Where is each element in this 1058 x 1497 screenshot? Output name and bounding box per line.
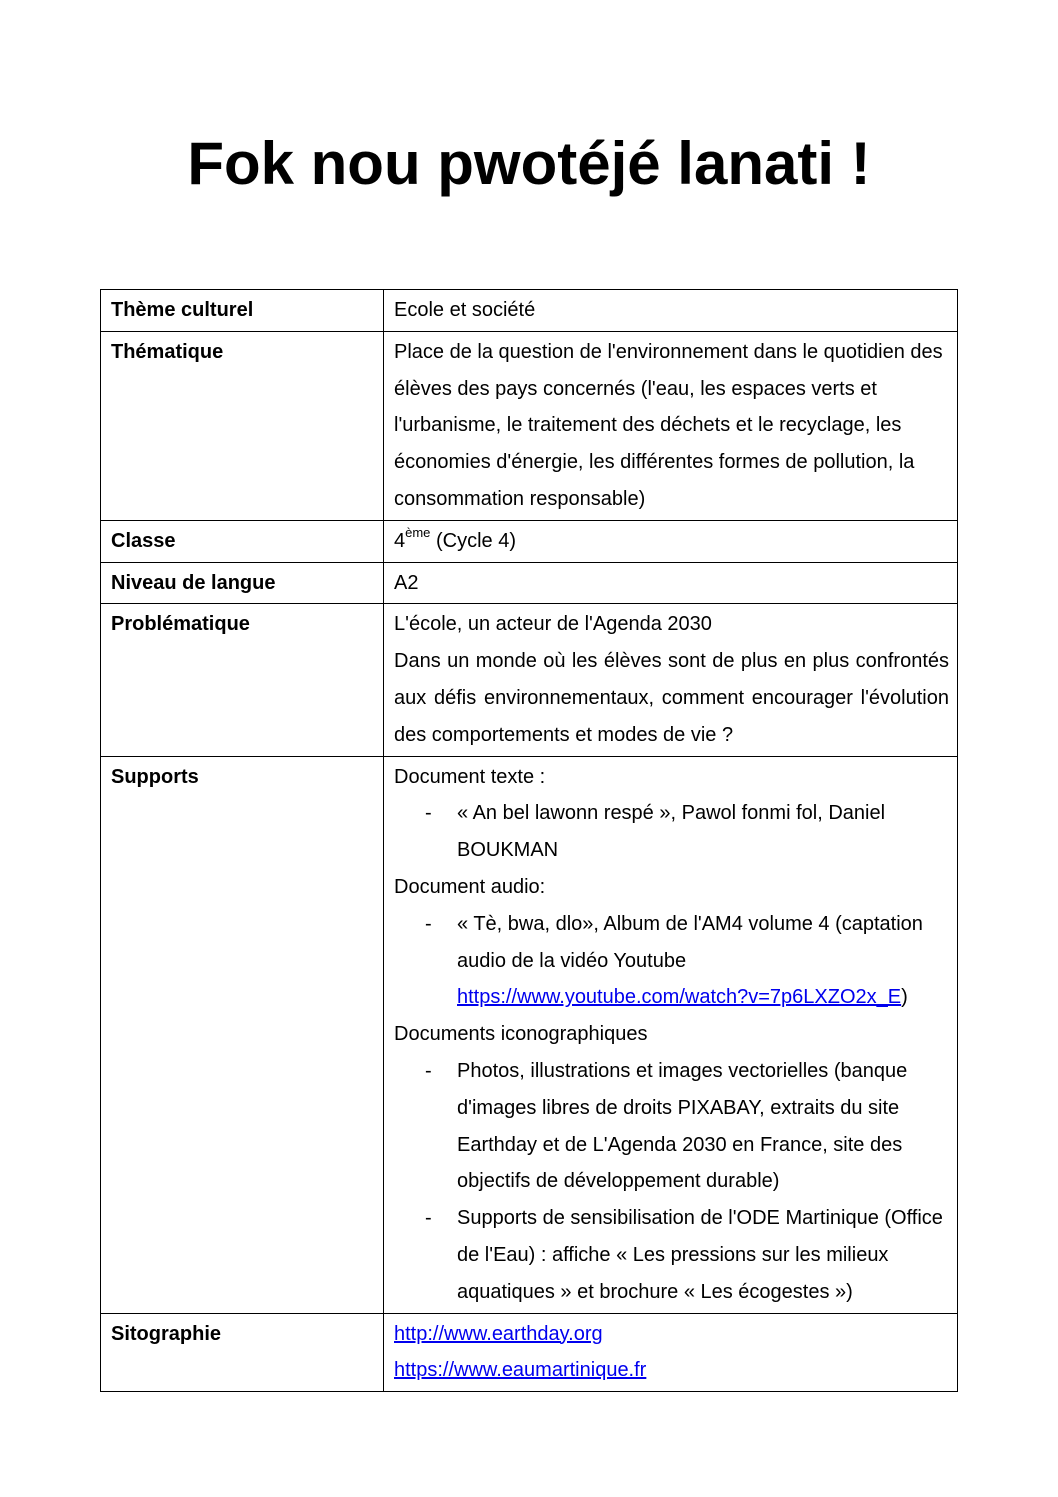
- value-niveau: A2: [384, 562, 958, 604]
- table-row-supports: [101, 756, 958, 1313]
- label-theme: Thème culturel: [101, 290, 384, 332]
- table-row-classe: [101, 520, 958, 562]
- classe-number: 4: [394, 529, 406, 552]
- label-niveau: Niveau de langue: [101, 562, 384, 604]
- label-thematique: Thématique: [101, 331, 384, 520]
- classe-cycle: (Cycle 4): [430, 529, 516, 552]
- earthday-link[interactable]: http://www.earthday.org: [394, 1322, 603, 1345]
- classe-superscript: ème: [405, 525, 431, 541]
- label-sitographie: Sitographie: [101, 1313, 384, 1392]
- doc-icono-item-2: Supports de sensibilisation de l'ODE Martinique (Office de l'Eau) : affiche « Les pressions sur les milieux aquatiques » et brochure « Les écogestes »): [457, 1207, 943, 1303]
- doc-texte-item: « An bel lawonn respé », Pawol fonmi fol, Daniel BOUKMAN: [457, 802, 886, 862]
- doc-icono-heading: Documents iconographiques: [394, 1023, 648, 1046]
- list-item: [394, 795, 949, 869]
- doc-audio-item-close: ): [901, 986, 908, 1009]
- doc-icono-list: [394, 1053, 949, 1311]
- doc-audio-list: [394, 906, 949, 1016]
- problematique-question: Dans un monde où les élèves sont de plus en plus confrontés aux défis environnementaux, comment encourager l'évolution des comportements et modes de vie ?: [394, 650, 949, 746]
- value-theme: Ecole et société: [384, 290, 958, 332]
- value-problematique: [384, 604, 958, 756]
- doc-texte-list: [394, 795, 949, 869]
- value-sitographie: [384, 1313, 958, 1392]
- dash-bullet: -: [425, 1207, 432, 1230]
- dash-bullet: -: [425, 912, 432, 935]
- label-supports: Supports: [101, 756, 384, 1313]
- label-problematique: Problématique: [101, 604, 384, 756]
- table-row-problematique: [101, 604, 958, 756]
- doc-audio-item-text: « Tè, bwa, dlo», Album de l'AM4 volume 4 (captation audio de la vidéo Youtube: [457, 912, 923, 972]
- doc-icono-item-1: Photos, illustrations et images vectorielles (banque d'images libres de droits PIXABAY, extraits du site Earthday et de L'Agenda 2030 en France, site des objectifs de développement durable): [457, 1059, 908, 1193]
- table-row-theme: [101, 290, 958, 332]
- value-thematique: Place de la question de l'environnement dans le quotidien des élèves des pays concernés (l'eau, les espaces verts et l'urbanisme, le traitement des déchets et le recyclage, les économies d'énergie, les différentes formes de pollution, la consommation responsable): [384, 331, 958, 520]
- page-title: Fok nou pwotéjé lanati !: [187, 130, 871, 197]
- value-supports: [384, 756, 958, 1313]
- value-classe: [384, 520, 958, 562]
- doc-texte-heading: Document texte :: [394, 765, 546, 788]
- dash-bullet: -: [425, 802, 432, 825]
- info-table: [100, 289, 958, 1392]
- table-row-niveau: [101, 562, 958, 604]
- youtube-link[interactable]: https://www.youtube.com/watch?v=7p6LXZO2x_E: [457, 986, 902, 1009]
- table-row-sitographie: [101, 1313, 958, 1392]
- doc-audio-heading: Document audio:: [394, 875, 546, 898]
- list-item: [394, 1053, 949, 1200]
- table-row-thematique: [101, 331, 958, 520]
- label-classe: Classe: [101, 520, 384, 562]
- dash-bullet: -: [425, 1059, 432, 1082]
- problematique-subtitle: L'école, un acteur de l'Agenda 2030: [394, 613, 712, 636]
- list-item: [394, 906, 949, 1016]
- list-item: [394, 1200, 949, 1310]
- eaumartinique-link[interactable]: https://www.eaumartinique.fr: [394, 1359, 647, 1382]
